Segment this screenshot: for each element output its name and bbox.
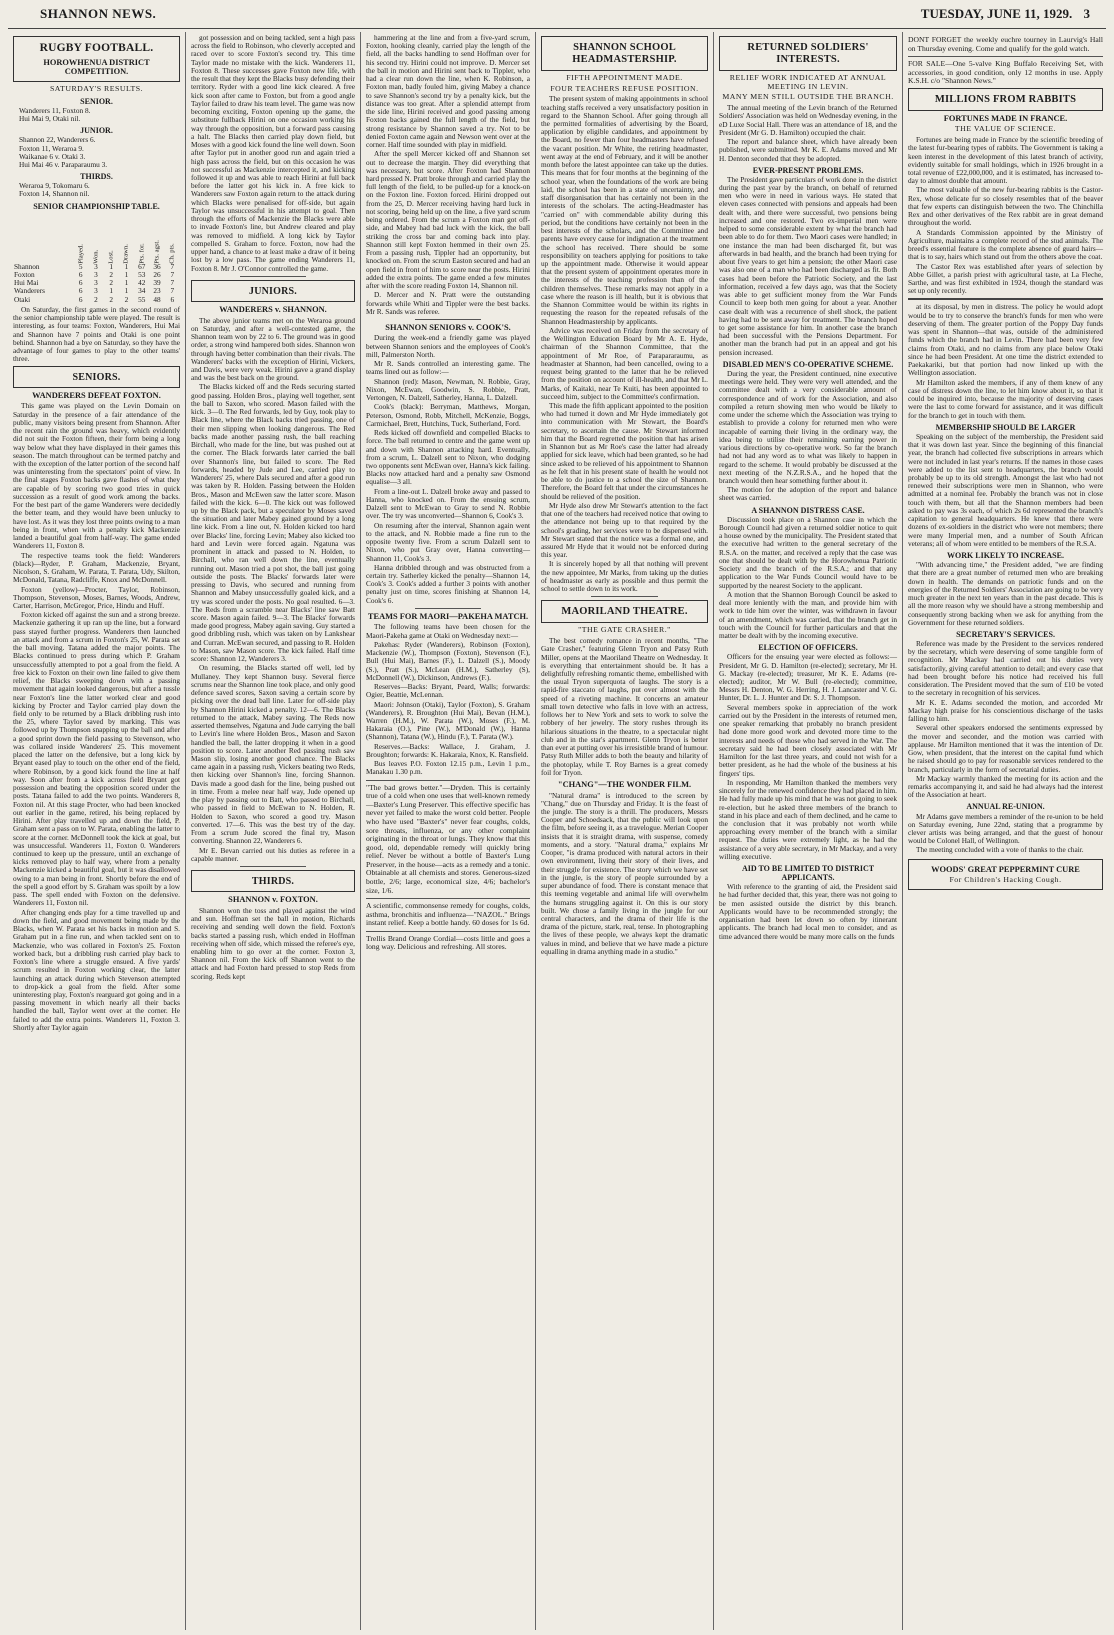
senior-result: Wanderers 11, Foxton 8.: [19, 105, 91, 115]
article-paragraph: During the week-end a friendly game was played between Shannon seniors and the employees of Cook's mill, Palmerston North.: [366, 333, 530, 359]
thirds-result: Weraroa 9, Tokomaru 6.: [19, 181, 90, 191]
article-paragraph: The meeting concluded with a vote of thanks to the chair.: [916, 845, 1084, 855]
table-header: Drawn.: [122, 244, 130, 265]
woods-advert-subtitle: For Children's Hacking Cough.: [949, 875, 1062, 885]
section-heading: SECRETARY'S SERVICES.: [956, 629, 1055, 639]
table-header: Ch. pts.: [168, 243, 176, 265]
article-paragraph: The motion for the adoption of the report and balance sheet was carried.: [719, 485, 897, 503]
section-heading: ANNUAL RE-UNION.: [966, 802, 1045, 812]
article-paragraph: got possession and on being tackled, sent a high pass across the field to Robinson, who cleverly accepted and raced over to score Foxton's second try. This time Taylor made no mistake with the kick. Wanderers 11, Foxton 8. These successes gave Foxton new life, with the result that they kept the Blacks busy defending their territory. Ryder with a good line kick cleared. A free kick soon after came to Foxton, but from a good angle Taylor failed to draw his team level. The game was now becoming exciting, Foxton opening up the game, the substitute fullback Hirini on one occasion working his way through the opposition, but a forward pass causing a halt. The Blacks then carried play down field, but Moses with a good kick found the line well down. Soon after Taylor put in another good run and again tried a high pass across the field, but on this occasion he was not successful as Mackenzie intercepted it, and kicking followed it up and was able to reach Hirini at full back before the latter got his kick in. A free kick to Wanderers saw Foxton again return to the attack during which Blacks were penalised for off-side, but again Taylor was unsuccessful in his attempt to goal. Then through the efforts of Mackenzie the Blacks were able to invade Foxton's line, but Andrew cleared and play was removed to midfield. A long kick by Taylor compelled S. Graham to force. Foxton, now had the upper hand, a chance to at least make a draw of it being lost by a low pass. The game ending Wanderers 11, Foxton 8. Mr J. O'Connor controlled the game.: [191, 33, 355, 273]
section-heading: EVER-PRESENT PROBLEMS.: [752, 165, 864, 175]
article-paragraph: This game was played on the Levin Domain on Saturday in the presence of a fair attendance of the public, many visitors being present from Shannon. After the recent rain the ground was heavy, which evidently did not suit the Foxton fifteen, their form being a long way below what they have displayed in their games this season. The match throughout can be termed patchy and with the exception of the latter portion of the second half was uninteresting from the spectators' point of view. In the final stages Foxton backs gave flashes of what they are capable of by scoring two good tries in quick succession as a result of good work among the backs. For the best part of the game Wanderers were decidedly the better team, and they would have been unlucky to have lost. As it was they lost three points owing to a man being in front, when with a penalty kick Mackenzie landed a beautiful goal from half-way. The game ended Wanderers 11, Foxton 8.: [13, 401, 180, 551]
article-paragraph: The annual meeting of the Levin branch of the Returned Soldiers' Association was held on Wednesday evening, in the eD Luxe Social Hall. There was an attendance of 18, and the President (Mr G. D. Hamilton) occupied the chair.: [719, 103, 897, 137]
article-paragraph: Shannon (red): Mason, Newman, N. Robbie, Gray, Nixon, McEwan, Goodwin, S. Robbie, Pratt, Vertongen, N. Dalzell, Satherley, Hanna, L. Dalzell.: [366, 376, 530, 403]
article-paragraph: The President gave particulars of work done in the district during the past year by the branch, on behalf of returned men who were in need in various ways. He stated that eleven cases connected with pensions and appeals had been dealt with, and there were successful, two pensions being increased and one restored. Two ex-imperial men were helped to some considerable extent by what the branch had been able to do for them. Two Maori cases were handled; in one instance the man had been discharged fit, but was afterwards in bad health, and the branch had been trying for about five years to get him a pension; the other Maori case was also one of a man who had been discharged as fit. Both cases had been before the Patriotic Society, and the last information, received a few days ago, was that the Society was able to get sufficient money from the War Funds Council to keep both men going for about a year. Another case dealt with was a recurrence of shell shock, the patient having had to be sent away for treatment. The branch hoped to get some assistance for him. In another case the branch had been successful with the Pensions Department. For another man the branch had put in an appeal and got his pension increased.: [719, 174, 897, 357]
table-header: Played.: [76, 244, 84, 265]
article-paragraph: The report and balance sheet, which have already been published, were submitted. Mr K. E. Adams moved and Mr H. Denton seconded that they be adopted.: [719, 137, 897, 163]
table-header: Lost.: [107, 250, 115, 265]
divider: [366, 780, 530, 781]
competition-subtitle: HOROWHENUA DISTRICT COMPETITION.: [43, 57, 150, 77]
article-paragraph: In responding, Mr Hamilton thanked the members very sincerely for the renewed confidence they had placed in him. He had fully made up his mind that he was not going to seek re-election, but he asked three members of the branch to stand in his place and each of them declined, and he came to the conclusion that it was probably not worth while approaching every member of the branch with a similar request. The duties were extremely light, as he had the assistance of a very able secretary, in Mr Mackay, and a very willing executive.: [719, 777, 897, 861]
divider: [240, 276, 306, 277]
senior-result: Hui Mai 9, Otaki nil.: [19, 114, 81, 124]
divider: [415, 608, 481, 609]
article-paragraph: Advice was received on Friday from the secretary of the Wellington Education Board by Mr A. E. Hyde, chairman of the Shannon Committee, that the appointment of Mr Roe, of Parapararaumu, as headmaster at Shannon, had been cancelled, owing to a request being granted to the latter that he be relieved from the position on account of ill-health, and that Mr L. Marks, of Kaitaki, near Te Kuiti, has been appointed to succeed him, subject to the Committee's confirmation.: [541, 325, 708, 401]
paper-name: SHANNON NEWS.: [40, 6, 157, 21]
table-row: Wanderers 6 3 1 1 34 23 7: [14, 286, 175, 296]
column-1: [8, 32, 186, 1630]
baxters-advert: "The bad grows better."—Dryden. This is certainly true of a cold when one uses that well-known remedy—Baxter's Lung Preserver. This effective specific has never yet failed to make the worst cold better. People who have used "Baxter's" never fear coughs, colds, sore throats, influenza, or any other complaint originating in the throat or lungs. They know that this good, old, dependable remedy will quickly bring relief. Never be without a bottle of Baxter's Lung Preserver, in the house—acts as a remedy and a tonic. Obtainable at all chemists and stores. Generous-sized bottle, 2/6; large, economical size, 4/6; bachelor's size, 1/6.: [366, 782, 530, 895]
columns: [8, 32, 1108, 1630]
championship-table: [13, 213, 180, 304]
article-paragraph: After the spell Mercer kicked off and Shannon set out to decrease the margin. They did everything that was necessary, but score. After Foxton had Shannon hard pressed N. Pratt broke through and carried play the full length of the field, to be pulled-up for a knock-on on the Foxton line. Foxton forced. Hirini dropped out from the 25, D. Mercer receiving having hard luck in not scoring, being held up on the line, a five yard scrum being ordered. From the scrum a Foxton man got off-side, and Mabey had bad luck with the kick, the ball striking the cross bar and coming back into play. Shannon still kept Foxton hemmed in their own 25. From a passing rush, Tippler had an opportunity, but knocked on. From the scrum Easton secured and had an open field in front of him to score near the posts. Hirini added the extra points. The game ended a few minutes after with the score reading Foxton 14, Shannon nil.: [366, 149, 530, 291]
article-paragraph: After changing ends play for a time travelled up and down the field, and good movement being made by the Blacks, when W. Parata set his backs in motion and S. Graham put in a fine run, and when tackled sent on to Mackenzie, who was collared in Foxton's 25. Foxton worked back, but a dribbling rush carried play back to Foxton's line where a struggle ensued. A five yards' scrum resulted in Foxton working clear, the latter launching an attack during which Stevenson attempted to drop-kick a goal from the field. After some uninteresting play, Foxton's rearguard got going and in a passing movement in which nearly all their backs handled the ball, Taylor went over at the corner. He failed to add the extra points. Wanderers 11, Foxton 3. Shortly after Taylor again: [13, 907, 180, 1032]
article-paragraph: Maori: Johnson (Otaki), Taylor (Foxton), S. Graham (Wanderers), R. Broughton (Hui Mai), Bevan (H.M.), Warren (H.M.), W. Parata (W.), Moses (F.), M. Hakaraia (O.), Pine (W.), M'Donald (W.), Hanna (Shannon), Tatana (W.), Hindu (F.), T. Parata (W.).: [366, 699, 530, 742]
junior-result: Waikanae 6 v. Otaki 3.: [19, 151, 86, 161]
junior-result: Hui Mai 46 v. Paraparaumu 3.: [19, 159, 108, 169]
article-paragraph: The most valuable of the new fur-bearing rabbits is the Castor-Rex, whose delicate fur so closely resembles that of the beaver that few experts can distinguish between the two. The Chinchilla Rex and other derivatives of the Rex rabbit are in great demand throughout the world.: [908, 185, 1103, 228]
issue-date: TUESDAY, JUNE 11, 1929.: [920, 6, 1073, 21]
divider: [366, 931, 530, 932]
for-sale-advert: FOR SALE—One 5-valve King Buffalo Receiving Set, with accessories, in good condition, only 12 months in use. Apply K.S.H. c/o "Shannon News.": [908, 59, 1103, 86]
junior-heading: JUNIOR.: [80, 126, 113, 136]
thirds-heading: THIRDS.: [80, 172, 113, 182]
rabbits-subheading-1: FORTUNES MADE IN FRANCE.: [943, 113, 1068, 123]
article-paragraph: On resuming after the interval, Shannon again went to the attack, and N. Robbie made a fine run to the opposite twenty five. From a scrum Dalzell sent to Nixon, who put Gray over, Hanna converting—Shannon 11, Cook's 3.: [366, 520, 530, 563]
article-paragraph: Speaking on the subject of the membership, the President said that it was down last year. Since the beginning of this financial year, the branch had collected five subscriptions in arrears which were not included in last year's returns. If the names in those cases were added to the list sent to headquarters, the branch would probably be up to its old strength. Amongst the last who had not renewed their subscriptions were men in Shannon, who were admitted at a nominal fee. Probably the branch was not in close touch with them, but all that the Shannon members had been asked to pay was 3s each, of which 2s 6d represented the branch's capitation to general headquarters. He knew that there were dozens of ex-soldiers in the district who were not members; there were many Imperial men, and a number of South African veterans; all of whom were entitled to be members of the R.S.A.: [908, 431, 1103, 548]
section-heading: A SHANNON DISTRESS CASE.: [751, 505, 865, 515]
article-paragraph: Reference was made by the President to the services rendered by the secretary, which were deserving of some tangible form of recognition. Mr Mackay had carried out his duties very satisfactorily, giving careful attention to detail; and every case that had been brought before his notice had received his full consideration. The President moved that the sum of £10 be voted to the secretary in recognition of his services.: [908, 639, 1103, 698]
school-subheading-1: FIFTH APPOINTMENT MADE.: [566, 72, 683, 82]
article-paragraph: Several members spoke in appreciation of the work carried out by the President in the interests of returned men, one speaker remarking that probably no branch president had done more good work and devoted more time to the interests and needs of those who had served in the War. The secretary said he had been closely associated with Mr Hamilton for the last three years, and could not wish for a better president, as he had the whole of the business at his fingers' tips.: [719, 702, 897, 778]
seniors-box: [13, 366, 180, 388]
article-paragraph: This made the fifth applicant appointed to the position who had turned it down and Mr Hyde immediately got into communication with Mr Stewart, the Board's secretary, to ascertain the cause. Mr Stewart informed him that the Board regretted the position that has arisen in Shannon but as Mr Roe's case the latter had already applied for sick leave, which had been granted, so he had since asked to be relieved of his appointment to Shannon as he felt that in his present state of health he would not be able to do justice to a school the size of Shannon. Therefore, the Board felt that under the circumstances he should be relieved of the position.: [541, 400, 708, 501]
page-number: 3: [1083, 6, 1090, 21]
junior-result: Shannon 22, Wanderers 6.: [19, 135, 96, 145]
divider: [591, 596, 658, 597]
column-5: [714, 32, 903, 1630]
table-row: Foxton 6 3 2 1 53 26 7: [14, 269, 175, 279]
school-header-box: [541, 36, 708, 71]
article-paragraph: Shannon won the toss and played against the wind and sun. Hoffman set the ball in motion, Richards receiving and sending well down the field. Foxton's backs started a passing rush, which ended in Hoffman receiving when off side, which missed the referee's eye, enabling him to go over at the corner. Foxton 3, Shannon nil. From the kick off Shannon went to the attack and had Foxton hard pressed to stop Reds from scoring. Reds kept: [191, 905, 355, 981]
teams-heading: TEAMS FOR MAORI—PAKEHA MATCH.: [367, 611, 529, 621]
divider: [415, 319, 481, 320]
thirds-subheading: SHANNON v. FOXTON.: [228, 895, 318, 905]
article-paragraph: With reference to the granting of aid, the President said he had further decided that, this year, there was not going to be men assisted outside the district by this branch. Applicants would have to be recommended strongly; the organisation had been let down so often by itinerant applicants. The branch had local men to consider, and as time advanced there would be many more calls on the funds: [719, 882, 897, 941]
article-paragraph: Foxton (yellow)—Procter, Taylor, Robinson, Thompson, Stevenson, Moses, Barnes, Woods, Andrew, Carter, Harrison, McGregor, Price, Hindu and Huff.: [13, 584, 180, 610]
article-paragraph: Cook's (black): Berryman, Matthews, Morgan, Peterson, Osmond, Robb, Mitchell, McKenzie, Boggs, Carmichael, Brett, Hutchins, Tuck, Sutherland, Ford.: [366, 402, 530, 428]
article-paragraph: Mr E. Bevan carried out his duties as referee in a capable manner.: [191, 845, 355, 863]
rugby-header-box: [13, 36, 180, 82]
euchre-advert: DONT FORGET the weekly euchre tourney in Laurvig's Hall on Thursday evening. Come and qualify for the gold watch.: [908, 35, 1103, 53]
article-paragraph: "Natural drama" is introduced to the screen by "Chang," due on Thursday and Friday. It is the feast of the jungle. The story is a thrill. The producers, Messrs Cooper and Schoedsack, that the public will look upon the film, before seeing it, as a travelogue. Merian Cooper insists that it is straight drama, with suspense, comedy moments, and a story. "Natural drama," explains Mr Cooper, "is drama produced with natural actors in their own environment, living their story of their lives, and their struggle for existence. The story which we have set in the jungle, is the story of people surrounded by a super abundance of food. There is constant menace that this teeming vegetable and animal life will overwhelm the humans struggling against it. On this is our story built. We chose a family living in the jungle for our central characters, and the drama of their life is the drama of the picture, stark, real, tense. In photographing the lives of these people, we always kept the dramatic values in mind, and believe that we have made a picture equalling in drama anything made in a studio.": [541, 790, 708, 956]
article-paragraph: Mr Mackay warmly thanked the meeting for its action and the remarks accompanying it, and said he had always had the interest of the Association at heart.: [908, 773, 1103, 800]
theatre-header-box: [541, 600, 708, 623]
article-paragraph: Pakehas: Ryder (Wanderers), Robinson (Foxton), Mackenzie (W.), Thompson (Foxton), Stevenson (F.), Bull (Hui Mai), Barnes (F.), L. Dalzell (S.), Moody (S.), Pratt (S.), McLean (H.M.), Satherley (S), McDonnell (W.), Dickinson, Andrews (F.).: [366, 639, 530, 682]
article-paragraph: On resuming, the Blacks started off well, led by Mullaney. They kept Shannon busy. Several fierce scrums near the Shannon line took place, and only good defence saved scores, Saxon saving a certain score by picking over the dead ball line. Later for off-side play by Shannon Hirini kicked a penalty. 12—6. The Blacks returned to the attack, Mabey saving. The Reds now asserted themselves, Ngatuna and Jude carrying the ball to Levin's line where Holden Bros., Mason and Saxon handled the ball, the latter dropping it when in a good position to score. Later another Red passing rush saw Mason slip, losing another good chance. The Blacks came again in a passing rush, Vickers beating two Reds, then kicking over Shannon's line, forcing Shannon. Davis made a good dash for the line, being pushed out in time. From a melee near half way, Jude opened up the play by passing out to Batt, who passed to Birchall, who passed in field to McEwan to N. Holden, R. Holden to Saxon, who scored a good try. Mason converted. 17—6. This was the best try of the day. From a scrum Jude scored the final try, Mason converting. Shannon 22, Wanderers 6.: [191, 663, 355, 846]
juniors-box: [191, 280, 355, 302]
column-3: [361, 32, 536, 1630]
article-paragraph: hammering at the line and from a five-yard scrum, Foxton, hooking cleanly, carried play the length of the field, all the backs handling to send Hoffman over for his second try. Hirini could not improve. D. Mercer set the ball in motion and Hirini sent back to Tippler, who had a clear run down the line, when K. Robinson, a Foxton man, badly fouled him, giving Mabey a chance to save Shannon's second try by a penalty kick, but the distance was too great. After a splendid attempt from the side line, Hirini received and good passing among Foxton backs gained the full length of the field, but strong resistance by Shannon saved a try. Not to be denied Foxton came again and Newson went over at the corner. Half time sounded with play in midfield.: [366, 33, 530, 150]
article-paragraph: Fortunes are being made in France by the scientific breeding of the latest fur-bearing types of rabbits. The Government is taking a keen interest in the development of this latest branch of activity, evidently suitable for small holdings, which in 1926 brought in a total revenue of £22,000,000, and it is estimated, has increased to-day to almost double that amount.: [908, 135, 1103, 186]
senior-heading: SENIOR.: [80, 96, 113, 106]
article-paragraph: D. Mercer and N. Pratt were the outstanding forwards while Whiti and Tippler were the best backs. Mr R. Sands was referee.: [366, 290, 530, 316]
rugby-title: RUGBY FOOTBALL.: [39, 42, 154, 54]
article-paragraph: "With advancing time," the President added, "we are finding that there are a great number of returned men who are breaking down in health. The demands on patriotic funds and on the energies of the Returned Soldiers' Association are going to be very much greater in the next ten years than in the past decade. This is all the more reason why we should have a strong membership and consequently strong backing when we ask for anything from the Government for these returned soldiers.: [908, 560, 1103, 627]
nazol-advert: A scientific, commonsense remedy for coughs, colds, asthma, bronchitis and influenza—"NAZOL." Brings instant relief. Keep a bottle handy. 60 doses for 1s 6d.: [366, 901, 530, 928]
date-and-page: [921, 6, 1090, 22]
woods-advert-box: [908, 859, 1103, 890]
thirds-heading: THIRDS.: [251, 876, 295, 888]
thirds-box: [191, 870, 355, 892]
chang-heading: "CHANG"—THE WONDER FILM.: [557, 780, 692, 790]
article-paragraph: Mr Adams gave members a reminder of the re-union to be held on Saturday evening, June 22nd, stating that a programme by clever artists was being arranged, and that the guest of honour would be Colonel Hall, of Wellington.: [908, 811, 1103, 846]
table-row: Shannon 5 3 1 1 67 36 7: [14, 261, 175, 271]
article-paragraph: Officers for the ensuing year were elected as follows:—President, Mr G. D. Hamilton (re-elected); secretary, Mr H. G. Mackay (re-elected); treasurer, Mr K. E. Adams (re-elected); auditor, Mr W. Bull (re-elected); committee, Messrs H. Denton, W. G. Herring, H. J. Lancaster and V. G. Hunter, Dr. L. J. Hunter and Dr. S. J. Thompson.: [719, 652, 897, 703]
rabbits-subheading-2: THE VALUE OF SCIENCE.: [954, 124, 1057, 134]
juniors-heading: JUNIORS.: [249, 285, 297, 297]
section-heading: WORK LIKELY TO INCREASE.: [947, 551, 1064, 561]
article-paragraph: Mr K. E. Adams seconded the motion, and accorded Mr Mackay high praise for his conscientious discharge of the tasks falling to him.: [908, 697, 1103, 724]
article-paragraph: A motion that the Shannon Borough Council be asked to deal more leniently with the man, and provide him with work to tide him over the winter, was withdrawn in favour of an amendment, which was carried, that the branch get in touch with the Council for further particulars and that the matter be dealt with by the incoming executive.: [719, 589, 897, 641]
results-heading: SATURDAY'S RESULTS.: [49, 83, 144, 93]
rabbits-header-box: [908, 88, 1103, 111]
divider: [908, 56, 1103, 57]
article-paragraph: Reds kicked off downfield and compelled Blacks to force. The ball returned to centre and the game went up and down with Shannon attacking hard. Eventually, from a scrum, L. Dalzell sent to Nixon, who dodging two opponents sent McEwan over, Hanna's kick failing. Blacks now attacked hard and a penalty saw Osmond equalise—3 all.: [366, 428, 530, 487]
article-paragraph: From a line-out L. Dalzell broke away and passed to Hanna, who knocked on. From the ensuing scrum, Dalzell sent to McEwan to Gray to send N. Robbie over. The try was unconverted—Shannon 6, Cook's 3.: [366, 486, 530, 521]
article-paragraph: The best comedy romance in recent months, "The Gate Crasher," featuring Glenn Tryon and Patsy Ruth Miller, opens at the Maoriland Theatre on Wednesday. It is everything that entertainment should be. It has a delightfully refreshing romantic theme, embellished with the usual Tryon superquota of laughs. The story is a rapid-fire staccato of laughs, put over almost with the speed of a riveting machine. It concerns an amateur small town detective who falls in love with an actress, follows her to New York and sets to work to solve the robbery of her jewelry. The story rushes through its hilarious situations in the theatre, to a spectacular night club and in the star's apartment. Glenn Tryon is better than ever at putting over his irresistible brand of humour. Patsy Ruth Miller adds to both the beauty and hilarity of the photoplay, while T. Roy Barnes is a great comedy foil for Tryon.: [541, 636, 708, 777]
championship-table-heading: SENIOR CHAMPIONSHIP TABLE.: [33, 201, 160, 211]
article-paragraph: The above junior teams met on the Weraroa ground on Saturday, and after a well-contested game, the Shannon team won by 22 to 6. The ground was in good order, a strong wind hampered both sides. Shannon won through having better combination than their rivals. The Wanderers' backs with the exception of Hirini, Vickers, and Davis, were very weak. Hirini gave a grand display and was the best back on the ground.: [191, 315, 355, 383]
article-paragraph: During the year, the President continued, nine executive meetings were held. They were very well attended, and the committee dealt with a very considerable amount of correspondence and of work for the Association, and also compiled a return showing men who would be likely to come under the scheme which the Association was trying to establish to provide a colony for returned men who were incapable of earning their living in the ordinary way, the idea being to utilise their remaining earning power in various directions by co-operative work. So far the branch had not had any word as to what was likely to happen in regard to the scheme. It would probably be discussed at the next meeting of the N.Z.R.S.A., and he hoped that the branch would then hear something further about it.: [719, 368, 897, 486]
article-paragraph: Mr Hamilton asked the members, if any of them knew of any case of distress down the line, to let him know about it, so that it could be inquired into, because the majority of deserving cases were the last to come forward for assistance, and it was difficult for the branch to get in touch with them.: [908, 377, 1103, 420]
seniors-heading: SENIORS.: [72, 371, 121, 383]
table-row: Otaki 6 2 2 2 55 48 6: [14, 294, 175, 304]
article-paragraph: Discussion took place on a Shannon case in which the Borough Council had given a returned soldier notice to quit a house owned by the municipality. The President stated that the executive had written to the general secretary of the R.S.A. on the matter, and received a reply that the case was one that should be dealt with by the Horowhenua Patriotic Society and the branch of the R.S.A.; and that any application to the War Funds Council would have to be supported by the nearest Society to the applicant.: [719, 514, 897, 590]
article-paragraph: at its disposal, by men in distress. The policy he would adopt would be to try to conserve the branch's funds for men who were deserving of them. The greater portion of the Poppy Day funds was spent in Shannon—that was, outside of the administered funds which the branch had in Levin. There had been very few claims from Otaki, and no claims from any place below Otaki since he had been President. At one time the district extended to Paekakariki, but that portion had now linked up with the Wellington association.: [908, 302, 1103, 378]
soldiers-title: RETURNED SOLDIERS' INTERESTS.: [747, 42, 869, 65]
seniors-subheading: WANDERERS DEFEAT FOXTON.: [32, 390, 161, 400]
article-paragraph: Foxton kicked off against the sun and a strong breeze. Mackenzie gathering it up ran up the line, but a forward pass stayed further progress. Wanderers then launched an attack and from a scrum in Foxton's 25, W. Parata set the ball moving. Tatana added the major points. The Blacks continued to press during which P. Graham unsuccessfully attempted to pot a goal from the field. A free kick to Foxton on their own line failed to give them relief, the Blacks sweeping down with a passing movement that again looked dangerous, but after a tussle near Foxton's line the latter worked clear and good kicking by Procter and Taylor carried play down the field only to be returned by a Black dribbling rush into the 25, where Taylor saved by marking. This was followed up by Thompson snapping up the ball and after a good sprint down the field passing to Stevenson, who was collared inside Wanderers' 25. This movement placed the latter on the defensive, but a long kick by Bryant eased play to touch on the other end of the field, where Robinson, by a good kick found the line at half way. Soon after from a kick across field Bryant got possession and beating the opposition scored under the posts. Tatana failed to add the two points. Wanderers 8, Foxton nil. At this stage Procter, who had been knocked out earlier in the game, retired, his being replaced by Hirini. After play travelled up and down the field, P. Graham sent a pass on to W. Parata, enabling the latter to score at the corner. McDonnell took the kick at goal, but was unsuccessful. Wanderers 11, Foxton 0. Wanderers continued to keep up the pressure, until an exchange of kicks removed play to half way, where from a penalty Mackenzie kicked a beautiful goal, but it was disallowed owing to a man being in front. Shortly before the end of the spell a good effort by S. Graham was spoilt by a low pass. The spell ended with Foxton on the defensive. Wanderers 11, Foxton nil.: [13, 610, 180, 908]
thirds-result: Foxton 14, Shannon nil.: [19, 189, 90, 199]
junior-result: Foxton 11, Weraroa 9.: [19, 143, 84, 153]
article-paragraph: Mr R. Sands controlled an interesting game. The teams lined out as follow:—: [366, 359, 530, 377]
article-paragraph: On Saturday, the first games in the second round of the senior championship table were played. The result is interesting, as four teams: Foxton, Wanderers, Hui Mai and Shannon have 7 points and Otaki is one point behind. Shannon had a bye on Saturday, so they have the advantage of four games to play to the other teams' three.: [13, 304, 180, 364]
section-heading: ELECTION OF OFFICERS.: [758, 643, 858, 653]
divider: [366, 898, 530, 899]
section-heading: AID TO BE LIMITED TO DISTRICT APPLICANTS.: [741, 864, 875, 883]
article-paragraph: The respective teams took the field: Wanderers (black)—Ryder, P. Graham, Mackenzie, Bryant, Nicolson, S. Graham, W. Parata, T. Parata, Udy, Skilton, McDonald, Tatana, Radcliffe, Knox and McDonnell.: [13, 550, 180, 585]
masthead-rule: [8, 28, 1106, 29]
trellis-advert: Trellis Brand Orange Cordial—costs little and goes a long way. Delicious and refreshing. All stores.: [366, 933, 530, 952]
article-paragraph: Mr Hyde also drew Mr Stewart's attention to the fact that one of the teachers had received notice that owing to the attendance not being up to that required by the school's grading, her services were to be dispensed with. Mr Stewart stated that the notice was a formal one, and assured Mr Hyde that it would not be enforced during this year.: [541, 500, 708, 560]
article-paragraph: Reserves—Backs: Bryant, Peard, Walls; forwards: Ogier, Beattie, McLennan.: [366, 682, 530, 700]
table-row: Hui Mai 6 3 2 1 42 39 7: [14, 278, 175, 288]
article-paragraph: Several other speakers endorsed the sentiments expressed by the mover and seconder, and the motion was carried with applause. Mr Hamilton mentioned that it was the intention of Dr. Gow, when president, that the interest on the capital fund which he raised should go to pay for reasonable services rendered to the branch, particularly in the form of secretarial duties.: [908, 723, 1103, 774]
soldiers-header-box: [719, 36, 897, 71]
table-header-team: [13, 213, 73, 263]
rabbits-title: MILLIONS FROM RABBITS: [934, 93, 1077, 105]
table-header: Pts. for.: [138, 243, 146, 265]
article-paragraph: The following teams have been chosen for the Maori-Pakeha game at Otaki on Wednesday next:—: [366, 622, 530, 640]
theatre-title: MAORILAND THEATRE.: [561, 606, 688, 618]
column-2: [186, 32, 361, 1630]
table-header: Won.: [92, 250, 100, 265]
section-heading: DISABLED MEN'S CO-OPERATIVE SCHEME.: [722, 359, 894, 369]
shannon-seniors-heading: SHANNON SENIORS v. COOK'S.: [385, 322, 511, 332]
divider: [240, 866, 306, 867]
table-header: Pts. agst.: [153, 240, 161, 265]
divider: [908, 298, 1103, 300]
soldiers-subheading-1: RELIEF WORK INDICATED AT ANNUAL MEETING IN LEVIN.: [729, 72, 887, 91]
table-header-row: [13, 213, 180, 263]
school-title: SHANNON SCHOOL HEADMASTERSHIP.: [572, 42, 677, 65]
column-4: [536, 32, 714, 1630]
theatre-subheading: "THE GATE CRASHER.": [578, 625, 671, 635]
section-heading: MEMBERSHIP SHOULD BE LARGER: [935, 422, 1076, 432]
column-6: [903, 32, 1108, 1630]
article-paragraph: Reserves.—Backs: Wallace, J. Graham, J. Broughton; forwards: K. Hakaraia, Knox, K. Ransfield.: [366, 741, 530, 759]
article-paragraph: The Castor Rex was established after years of selection by Abbe Gillet, a parish priest with agricultural taste, at La Fleche, Sarthe, and was first exhibited in 1924, though the standard was set up only recently.: [908, 261, 1103, 296]
article-paragraph: Hanna dribbled through and was obstructed from a certain try. Satherley kicked the penalty—Shannon 14, Cook's 3. Cook's added a further 3 points with another penalty just on time, scores finishing at Shannon 14, Cook's 6.: [366, 562, 530, 605]
article-paragraph: A Standards Commission appointed by the Ministry of Agriculture, maintains a complete record of the stud animals. The breed's essential feature is the complete absence of guard hairs—that is to say, hairs which stand out from the others above the coat.: [908, 227, 1103, 262]
woods-advert-title: WOODS' GREAT PEPPERMINT CURE: [931, 864, 1080, 874]
soldiers-subheading-2: MANY MEN STILL OUTSIDE THE BRANCH.: [722, 92, 894, 102]
article-paragraph: The present system of making appointments in school teaching staffs received a very unsatisfactory position in regard to the Shannon School. After going through all the permitted formalities of advertising by the Board, application by eligible candidates, and appointment by the Board, no fewer than four headmasters have refused the vacant position. Mr White, the retiring headmaster, went away at the end of February, and it will be another month before the latest appointee can take up the duties. This means that for four months at the beginning of the school year, when the foundations of the work are being laid, the school has been in a state of uncertainty, and staff disorganisation that has certainly not been in the interests of the scholars. The acting-Headmaster has "carried on" with commendable ability during this period, but the conditions have certainly not been in the best interests of the scholars, and the Committee and parents have every cause for indignation at the treatment the school has received. There should be some responsibility on teachers applying for positions to take up the appointment made. Otherwise it would appear that the present system of appointment operates more in the interests of the teaching profession than of the children themselves. These remarks may not apply in a case where the reason is ill health, but it is obvious that the Shannon Committee would be within its rights in requesting the reason for the repeated refusals of the Shannon Headmastership by applicants.: [541, 94, 708, 326]
article-paragraph: The Blacks kicked off and the Reds securing started good passing. Holden Bros., playing well together, sent the ball to Saxon, who scored. Mason failed with the kick. 3—0. The Red forwards, led by Guy, took play to Black line, where the Black backs tried passing, one of their men slipping when looking dangerous. The Red backs made another passing rush, the ball reaching Birchall, who made for the line, but was pushed out at the corner. The Black forwards later carried the ball over Shannon's line, but failed to score. The Red forwards, headed by Jude and Lee, carried play to Wanderers' 25, where Dals secured and after a good run was taken by R. Holden. Passing between the Holden Bros., Mason and McEwen saw the latter score. Mason failed with the kick. 6—0. The kick out was followed up by the Black pack, but a speculator by Moses saved the situation and later Mabey gained ground by a long line kick. From a line out, N. Holden kicked too hard over Blacks' line, forcing Levin; Mabey also kicked too hard and Levin were forced again. Ngatuna was prominent in attack and passed to N. Holden, to Birchall, who ran well down the line, eventually running out. Mason tried a pot shot, the ball just going outside the posts. The Blacks' forwards later were pressing to Davis, who secured and running from Shannon and Mabey unsuccessfully goaled kick, and a try was scored under the posts. No goal resulted. 6—3. The Reds from a scramble near Blacks' line saw Batt score. Mason again failed. 9—3. The Blacks' forwards made good progress, Mabey again saving. Guy started a good dribbling rush, which was taken on by Lankshear and Curran. McEwan secured, and passing to R. Holden to Mason, saw Mason score. The kick failed. Half time score: Shannon 12, Wanderers 3.: [191, 382, 355, 664]
article-paragraph: It is sincerely hoped by all that nothing will prevent the new appointee, Mr Marks, from taking up the duties of headmaster as early as possible and thus permit the school to settle down to its work.: [541, 559, 708, 594]
school-subheading-2: FOUR TEACHERS REFUSE POSITION.: [550, 83, 699, 93]
juniors-subheading: WANDERERS v. SHANNON.: [219, 305, 327, 315]
article-paragraph: Bus leaves P.O. Foxton 12.15 p.m., Levin 1 p.m., Manakau 1.30 p.m.: [366, 759, 530, 777]
